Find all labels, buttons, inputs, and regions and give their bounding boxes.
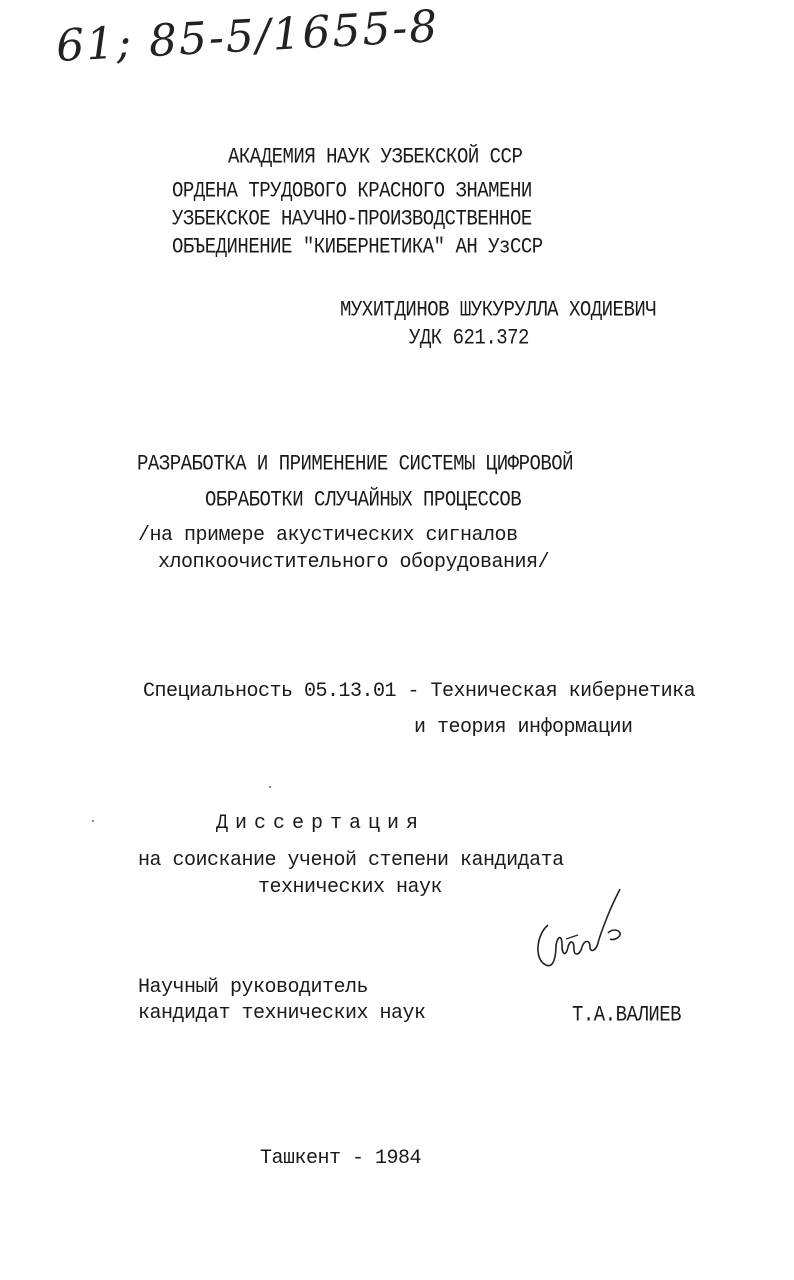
- dissertation-line-1: на соискание ученой степени кандидата: [138, 849, 564, 872]
- author-name: МУХИТДИНОВ ШУКУРУЛЛА ХОДИЕВИЧ: [340, 297, 657, 323]
- udc-code: УДК 621.372: [409, 325, 529, 351]
- institution-line-3: УЗБЕКСКОЕ НАУЧНО-ПРОИЗВОДСТВЕННОЕ: [172, 206, 532, 232]
- title-line-2: ОБРАБОТКИ СЛУЧАЙНЫХ ПРОЦЕССОВ: [205, 487, 522, 513]
- specialty-line-2: и теория информации: [414, 716, 633, 739]
- dissertation-line-2: технических наук: [258, 876, 443, 899]
- institution-line-1: АКАДЕМИЯ НАУК УЗБЕКСКОЙ ССР: [228, 144, 523, 170]
- institution-line-2: ОРДЕНА ТРУДОВОГО КРАСНОГО ЗНАМЕНИ: [172, 178, 532, 204]
- title-line-1: РАЗРАБОТКА И ПРИМЕНЕНИЕ СИСТЕМЫ ЦИФРОВОЙ: [137, 451, 574, 477]
- specialty-line-1: Специальность 05.13.01 - Техническая кибернетика: [143, 680, 696, 703]
- supervisor-name: Т.А.ВАЛИЕВ: [572, 1002, 682, 1028]
- scan-dot: [92, 820, 94, 822]
- scan-dot: [269, 786, 271, 788]
- subtitle-line-1: /на примере акустических сигналов: [138, 524, 518, 547]
- supervisor-role: Научный руководитель: [138, 976, 369, 999]
- archive-mark: 61; 85-5/1655-8: [54, 0, 441, 72]
- institution-line-4: ОБЪЕДИНЕНИЕ "КИБЕРНЕТИКА" АН УзССР: [172, 234, 543, 260]
- dissertation-heading: Диссертация: [216, 812, 426, 835]
- supervisor-degree: кандидат технических наук: [138, 1002, 426, 1025]
- place-and-year: Ташкент - 1984: [260, 1147, 422, 1170]
- subtitle-line-2: хлопкоочистительного оборудования/: [158, 551, 550, 574]
- signature-mark: [526, 885, 636, 980]
